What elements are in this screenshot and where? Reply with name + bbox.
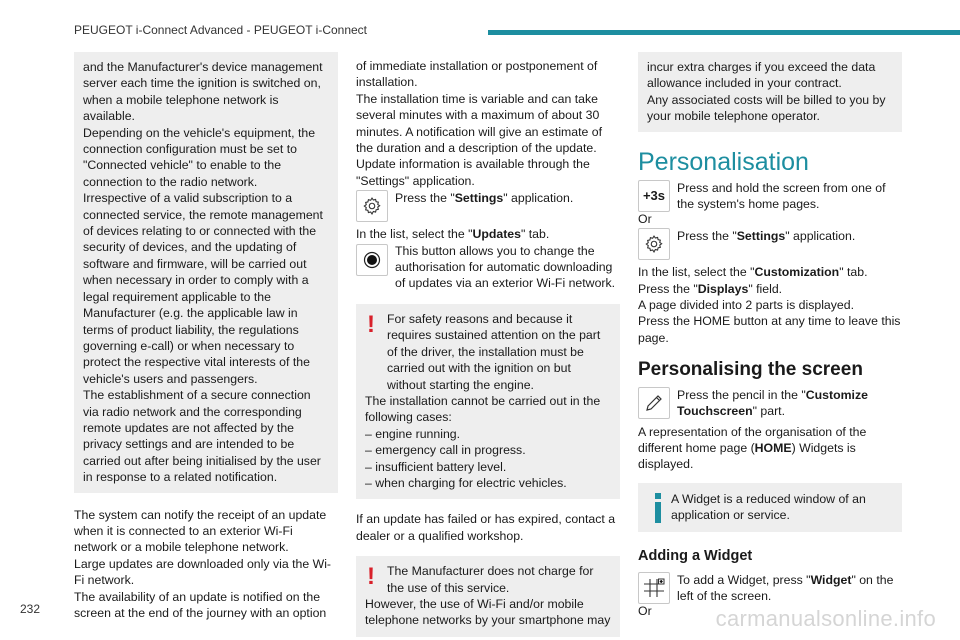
paragraph: Update information is available through the "Settings" application. <box>356 157 590 188</box>
text: " tab. <box>839 265 868 280</box>
paragraph <box>356 226 620 242</box>
box-paragraph: Any associated costs will be billed to you by your mobile telephone operator. <box>647 92 886 124</box>
text: " tab. <box>520 227 550 242</box>
widget-info-box <box>638 483 902 532</box>
paragraph: Press the HOME button at any time to leave this page. <box>638 314 901 345</box>
pencil-instruction <box>638 387 902 420</box>
continuation-box <box>638 52 902 132</box>
column-2 <box>356 58 620 637</box>
customization-label: Customization <box>754 265 840 280</box>
text: Press the " <box>395 191 455 206</box>
paragraph: The system can notify the receipt of an update when it is connected to an exterior Wi-Fi network or a mobile telephone network. <box>74 507 327 555</box>
text: " on the left of the screen. <box>677 572 894 604</box>
text: ) Widgets is displayed. <box>638 440 856 472</box>
warning-icon: ! <box>367 310 375 338</box>
settings-label: Settings <box>454 191 504 206</box>
header-title: PEUGEOT i-Connect Advanced - PEUGEOT i-Connect <box>74 23 368 37</box>
press-hold-3s-icon <box>638 180 670 212</box>
text: A representation of the organisation of the different home page ( <box>638 424 867 455</box>
widget-label: Widget <box>810 572 852 587</box>
box-paragraph: Depending on the vehicle's equipment, the connection configuration must be set to "Connected vehicle" to enable to the connection to the radio network. <box>83 125 316 189</box>
text: To add a Widget, press " <box>677 572 811 587</box>
text: " application. <box>503 191 574 206</box>
section-title-personalising-screen: Personalising the screen <box>638 359 863 381</box>
text: " field. <box>748 281 783 296</box>
toggle-button-icon <box>356 244 388 276</box>
text: In the list, select the " <box>638 265 755 280</box>
settings-label: Settings <box>736 229 786 244</box>
home-label: HOME <box>754 440 792 455</box>
or-text: Or <box>638 211 652 226</box>
box-paragraph: Irrespective of a valid subscription to a connected service, the remote management of devices relating to or connected with the security of devices, and the updating of software and firmware, will be carried out when necessary in order to comply with a legal requirement applicable to the Manufacturer (e.g. the applicable law in terms of product liability, the regulations governing e-call) or when necessary to protect the respective vital interests of the vehicle's users and passengers. <box>83 191 323 386</box>
column-1 <box>74 52 338 621</box>
text: " application. <box>785 229 856 244</box>
warning-list-item: – engine running. <box>365 426 461 441</box>
info-icon <box>647 491 669 524</box>
section-title-adding-widget: Adding a Widget <box>638 547 753 564</box>
watermark: carmanualsonline.info <box>715 606 936 631</box>
updates-label: Updates <box>472 227 521 242</box>
page-number: 232 <box>20 602 41 616</box>
settings-instruction <box>638 228 902 260</box>
warning-list-item: – emergency call in progress. <box>365 443 526 458</box>
continuation-box <box>74 52 338 493</box>
add-widget-instruction <box>638 572 902 605</box>
text: Press the " <box>638 281 698 296</box>
press-hold-text: Press and hold the screen from one of the system's home pages. <box>677 181 886 212</box>
text: Press the pencil in the " <box>677 387 806 402</box>
paragraph: Large updates are downloaded only via the Wi-Fi network. <box>74 556 332 588</box>
toggle-description: This button allows you to change the authorisation for automatic downloading of updates via an exterior Wi-Fi network. <box>395 243 616 291</box>
warning-list-item: – insufficient battery level. <box>365 459 507 474</box>
text: In the list, select the " <box>356 227 473 242</box>
paragraph: The availability of an update is notified on the screen at the end of the journey with an option <box>74 589 327 620</box>
settings-gear-icon <box>356 190 388 222</box>
column-3 <box>638 52 902 619</box>
header-accent-bar <box>488 30 960 35</box>
section-title-personalisation: Personalisation <box>638 147 809 176</box>
box-paragraph: and the Manufacturer's device management server each time the ignition is switched on, when a mobile telephone network is available. <box>83 60 323 124</box>
warning-icon: ! <box>367 563 375 591</box>
press-hold-icon-label: +3s <box>642 187 666 203</box>
text: " part. <box>752 404 786 419</box>
warning-text: The Manufacturer does not charge for the use of this service. <box>387 564 594 595</box>
warning-text: For safety reasons and because it requires sustained attention on the part of the driver, the installation must be carried out with the ignition on but without starting the engine. <box>387 311 601 392</box>
settings-gear-icon <box>638 228 670 260</box>
warning-text: The installation cannot be carried out in the following cases: <box>365 393 601 425</box>
or-text: Or <box>638 603 652 618</box>
paragraph: A page divided into 2 parts is displayed. <box>638 298 855 313</box>
safety-warning <box>356 304 620 499</box>
toggle-instruction <box>356 244 620 292</box>
paragraph: of immediate installation or postponement of installation. <box>356 59 598 90</box>
info-text: A Widget is a reduced window of an application or service. <box>671 491 866 523</box>
press-hold-instruction <box>638 180 902 213</box>
settings-instruction <box>356 190 620 222</box>
pencil-icon <box>638 387 670 419</box>
warning-list-item: – when charging for electric vehicles. <box>365 475 567 490</box>
box-paragraph: incur extra charges if you exceed the data allowance included in your contract. <box>647 60 876 91</box>
paragraph: The installation time is variable and can take several minutes with a maximum of about 30 minutes. A notification will give an estimate of the duration and a description of the update. <box>356 91 603 156</box>
paragraph <box>638 424 902 473</box>
paragraph <box>638 264 902 280</box>
displays-label: Displays <box>697 281 749 296</box>
text: Press the " <box>677 229 737 244</box>
warning-text: However, the use of Wi-Fi and/or mobile telephone networks by your smartphone may <box>365 596 611 628</box>
paragraph: If an update has failed or has expired, contact a dealer or a qualified workshop. <box>356 512 616 543</box>
charges-warning <box>356 556 620 637</box>
customize-touchscreen-label: Customize Touchscreen <box>677 387 868 419</box>
box-paragraph: The establishment of a secure connection via radio network and the corresponding remote updates are not affected by the privacy settings and are intended to be carried out after being initialised by the user in response to a related notification. <box>83 388 321 485</box>
add-widget-grid-icon <box>638 572 670 604</box>
paragraph <box>638 281 902 297</box>
